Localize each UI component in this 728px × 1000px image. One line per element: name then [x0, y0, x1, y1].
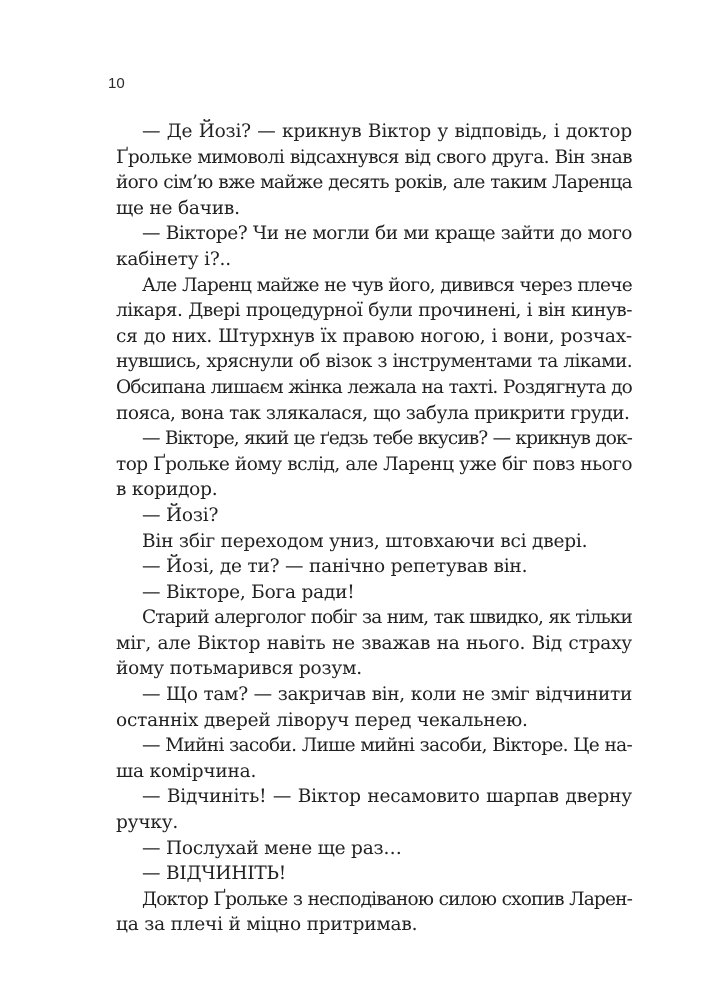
text-line: — Йозі? — [142, 504, 219, 526]
text-line: Обсипана лишаєм жінка лежала на тахті. Роздягнута до — [116, 376, 632, 398]
text-line: Доктор Ґрольке з несподіваною силою схопив Ларен- — [142, 888, 632, 910]
text-line: Старий алерголог побіг за ним, так швидко, як тільки — [142, 607, 632, 629]
text-line: його сім’ю вже майже десять років, але таким Ларенца — [116, 172, 632, 194]
text-line: — Послухай мене ще раз… — [142, 837, 402, 859]
body-text — [116, 119, 632, 938]
text-line: нувшись, хряснули об візок з інструментами та ліками. — [116, 351, 632, 373]
text-line: — Йозі, де ти? — панічно репетував він. — [142, 556, 528, 578]
text-line: пояса, вона так злякалася, що забула прикрити груди. — [116, 402, 630, 424]
text-line: — Вікторе, Бога ради! — [142, 581, 355, 603]
text-line: Він збіг переходом униз, штовхаючи всі двері. — [142, 530, 588, 552]
text-line: Ґрольке мимоволі відсахнувся від свого друга. Він знав — [116, 146, 632, 168]
text-line: — Де Йозі? — крикнув Віктор у відповідь, і доктор — [142, 121, 632, 142]
text-line: — Вікторе? Чи не могли би ми краще зайти до мого — [142, 223, 632, 245]
text-line: ще не бачив. — [116, 197, 240, 219]
text-line: ца за плечі й міцно притримав. — [116, 914, 418, 936]
text-line: тор Ґрольке йому вслід, але Ларенц уже біг повз нього — [116, 453, 632, 475]
text-line: Але Ларенц майже не чув його, дивився через плече — [142, 274, 632, 296]
text-line: ся до них. Штурхнув їх правою ногою, і вони, розчах- — [116, 325, 632, 347]
text-line: ша комірчина. — [116, 760, 257, 782]
text-line: останніх дверей ліворуч перед чекальнею. — [116, 709, 528, 731]
text-line: йому потьмарився розум. — [116, 658, 362, 680]
text-line: кабінету і?.. — [116, 248, 231, 270]
text-line: — Вікторе, який це ґедзь тебе вкусив? — крикнув док- — [142, 428, 632, 450]
text-line: лікаря. Двері процедурної були прочинені, і він кинув- — [116, 300, 632, 322]
page-number: 10 — [108, 75, 125, 92]
text-line: — Відчиніть! — Віктор несамовито шарпав дверну — [142, 786, 632, 808]
text-line: ручку. — [116, 812, 179, 834]
text-line: в коридор. — [116, 479, 218, 501]
text-line: — Мийні засоби. Лише мийні засоби, Вікторе. Це на- — [142, 735, 632, 757]
text-line: — ВІДЧИНІТЬ! — [142, 863, 287, 885]
text-line: міг, але Віктор навіть не зважав на нього. Від страху — [116, 632, 632, 654]
text-line: — Що там? — закричав він, коли не зміг відчинити — [142, 684, 632, 706]
